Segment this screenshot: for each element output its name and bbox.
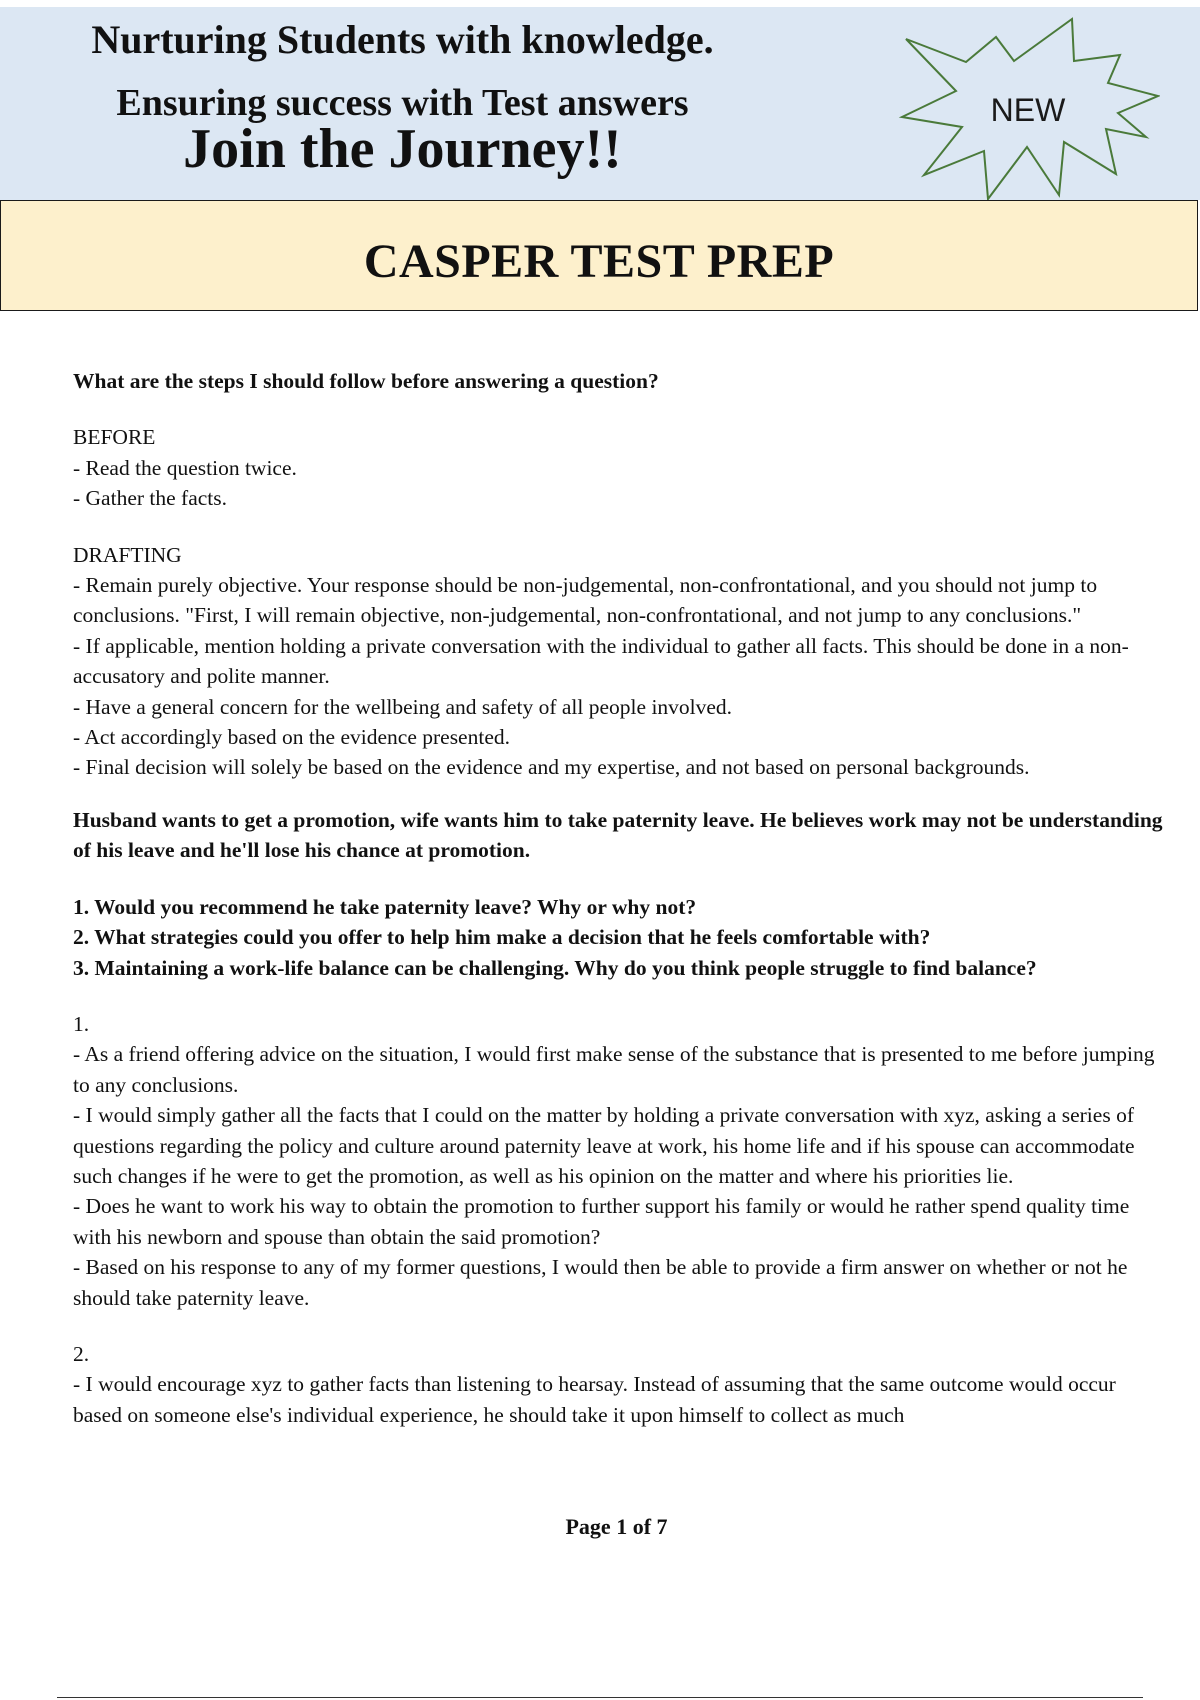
section-label-drafting: DRAFTING <box>73 542 182 567</box>
list-item: - Read the question twice. <box>73 455 297 480</box>
footer-divider <box>57 1697 1143 1698</box>
scenario-question: 3. Maintaining a work-life balance can be challenging. Why do you think people struggle to find balance? <box>73 955 1037 980</box>
scenario-text: Husband wants to get a promotion, wife wants him to take paternity leave. He believes work may not be understanding of his leave and he'll lose his chance at promotion. <box>73 807 1163 863</box>
section-label-before: BEFORE <box>73 425 156 450</box>
list-item: - Based on his response to any of my former questions, I would then be able to provide a firm answer on whether or not he should take paternity leave. <box>73 1255 1128 1310</box>
list-item: - I would simply gather all the facts that I could on the matter by holding a private conversation with xyz, asking a series of questions regarding the policy and culture around paternity leave at work, his home life and if his spouse can accommodate such changes if he were to get the promotion, as well as his opinion on the matter and where his priorities lie. <box>73 1103 1135 1188</box>
question-heading: What are the steps I should follow before answering a question? <box>73 369 659 393</box>
list-item: - I would encourage xyz to gather facts than listening to hearsay. Instead of assuming that the same outcome would occur based on someone else's individual experience, he should take it upon himself to collect as much <box>73 1372 1116 1427</box>
banner-tagline-2: Ensuring success with Test answers <box>116 82 689 124</box>
document-body <box>73 366 1163 1430</box>
scenario-question: 2. What strategies could you offer to help him make a decision that he feels comfortable with? <box>73 925 931 950</box>
list-item: - Final decision will solely be based on the evidence and my expertise, and not based on personal backgrounds. <box>73 755 1030 780</box>
new-badge-label: NEW <box>990 92 1066 128</box>
list-item: - Gather the facts. <box>73 486 228 511</box>
scenario-question: 1. Would you recommend he take paternity leave? Why or why not? <box>73 894 697 919</box>
list-item: - Act accordingly based on the evidence presented. <box>73 725 510 750</box>
banner-tagline-1: Nurturing Students with knowledge. <box>91 17 714 62</box>
banner-headline: Join the Journey!! <box>183 118 622 180</box>
list-item: - Remain purely objective. Your response should be non-judgemental, non-confrontational, and you should not jump to conclusions. "First, I will remain objective, non-judgemental, non-confrontational, and not jump to any conclusions." <box>73 573 1098 628</box>
page-title: CASPER TEST PREP <box>363 235 835 288</box>
page-title-box <box>0 200 1198 311</box>
answer-label-1: 1. <box>73 1011 90 1036</box>
list-item: - Have a general concern for the wellbeing and safety of all people involved. <box>73 694 733 719</box>
page-number: Page 1 of 7 <box>565 1514 668 1539</box>
answer-label-2: 2. <box>73 1341 90 1366</box>
new-badge <box>896 17 1160 203</box>
list-item: - If applicable, mention holding a private conversation with the individual to gather all facts. This should be done in a non-accusatory and polite manner. <box>73 633 1129 689</box>
header-banner <box>0 7 1200 200</box>
list-item: - As a friend offering advice on the situation, I would first make sense of the substance that is presented to me before jumping to any conclusions. <box>73 1042 1155 1097</box>
list-item: - Does he want to work his way to obtain the promotion to further support his family or would he rather spend quality time with his newborn and spouse than obtain the said promotion? <box>73 1194 1130 1249</box>
